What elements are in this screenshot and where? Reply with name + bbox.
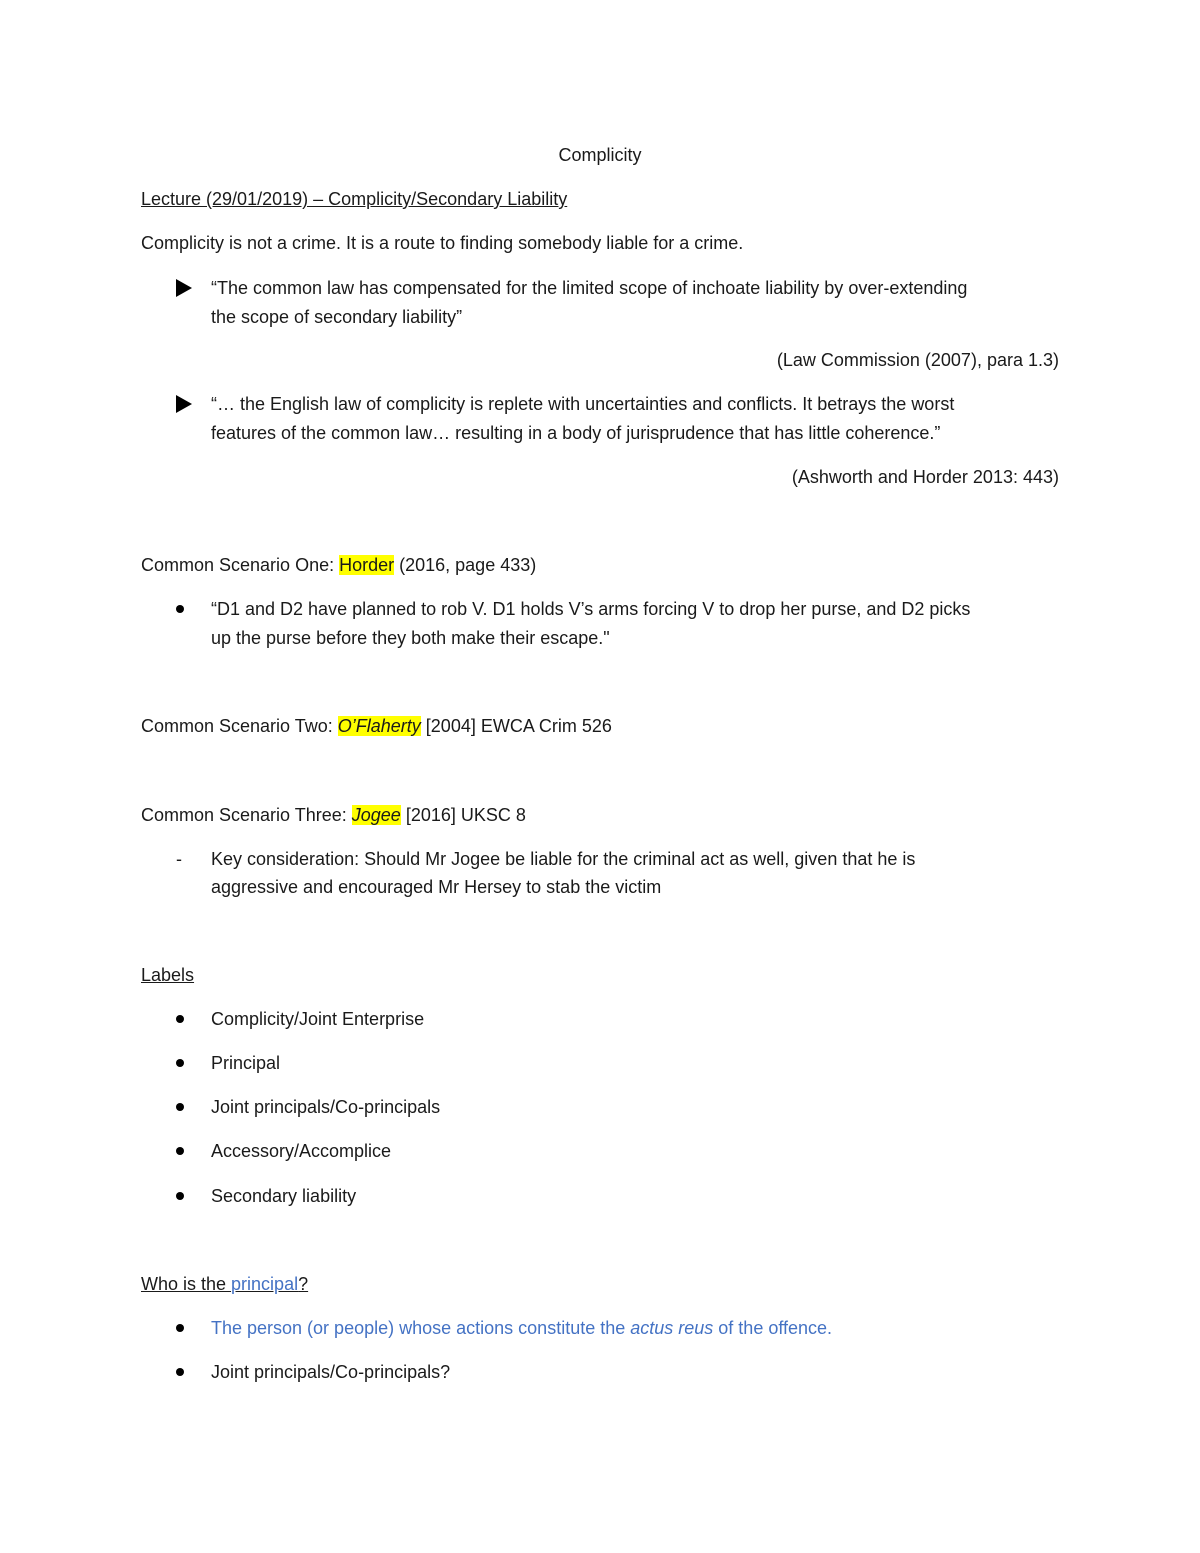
principal-link[interactable]: principal — [231, 1274, 299, 1294]
quote2-line2: features of the common law… resulting in a body of jurisprudence that has little coherence.” — [211, 423, 941, 443]
label-item: Secondary liability — [211, 1186, 357, 1206]
document-title: Complicity — [558, 145, 642, 165]
scenario-two-heading: Common Scenario Two: O’Flaherty [2004] EWCA Crim 526 — [141, 716, 612, 736]
quote2-citation: (Ashworth and Horder 2013: 443) — [791, 467, 1059, 487]
intro-text: Complicity is not a crime. It is a route to finding somebody liable for a crime. — [141, 233, 744, 253]
lecture-heading: Lecture (29/01/2019) – Complicity/Secondary Liability — [141, 189, 568, 209]
dash-bullet-icon: - — [176, 849, 182, 869]
scenario-three-heading: Common Scenario Three: Jogee [2016] UKSC 8 — [141, 805, 526, 825]
scenario-three-line2: aggressive and encouraged Mr Hersey to stab the victim — [211, 877, 662, 897]
bullet-dot-icon — [176, 1192, 184, 1200]
oflaherty-highlight: O’Flaherty — [337, 716, 421, 736]
horder-highlight: Horder — [339, 555, 395, 575]
arrow-bullet-icon — [176, 279, 192, 297]
bullet-dot-icon — [176, 1147, 184, 1155]
principal-definition: The person (or people) whose actions constitute the actus reus of the offence. — [211, 1318, 833, 1338]
label-item: Joint principals/Co-principals — [211, 1097, 441, 1117]
label-item: Accessory/Accomplice — [211, 1141, 392, 1161]
bullet-dot-icon — [176, 1015, 184, 1023]
principal-heading: Who is the principal? — [141, 1274, 309, 1294]
quote1-line2: the scope of secondary liability” — [211, 307, 463, 327]
arrow-bullet-icon — [176, 395, 192, 413]
label-item: Principal — [211, 1053, 281, 1073]
jogee-highlight: Jogee — [351, 805, 401, 825]
quote1-line1: “The common law has compensated for the limited scope of inchoate liability by over-extending — [211, 278, 968, 298]
quote2-line1: “… the English law of complicity is replete with uncertainties and conflicts. It betrays the worst — [211, 394, 955, 414]
bullet-dot-icon — [176, 1059, 184, 1067]
bullet-dot-icon — [176, 605, 184, 613]
label-item: Complicity/Joint Enterprise — [211, 1009, 425, 1029]
bullet-dot-icon — [176, 1368, 184, 1376]
scenario-one-heading: Common Scenario One: Horder (2016, page 433) — [141, 555, 537, 575]
quote1-citation: (Law Commission (2007), para 1.3) — [776, 350, 1059, 370]
scenario-one-line1: “D1 and D2 have planned to rob V. D1 holds V’s arms forcing V to drop her purse, and D2 picks — [211, 599, 971, 619]
scenario-three-line1: Key consideration: Should Mr Jogee be liable for the criminal act as well, given that he is — [211, 849, 916, 869]
labels-heading: Labels — [141, 965, 195, 985]
scenario-one-line2: up the purse before they both make their escape." — [211, 628, 610, 648]
bullet-dot-icon — [176, 1324, 184, 1332]
bullet-dot-icon — [176, 1103, 184, 1111]
joint-principals-question: Joint principals/Co-principals? — [211, 1362, 451, 1382]
